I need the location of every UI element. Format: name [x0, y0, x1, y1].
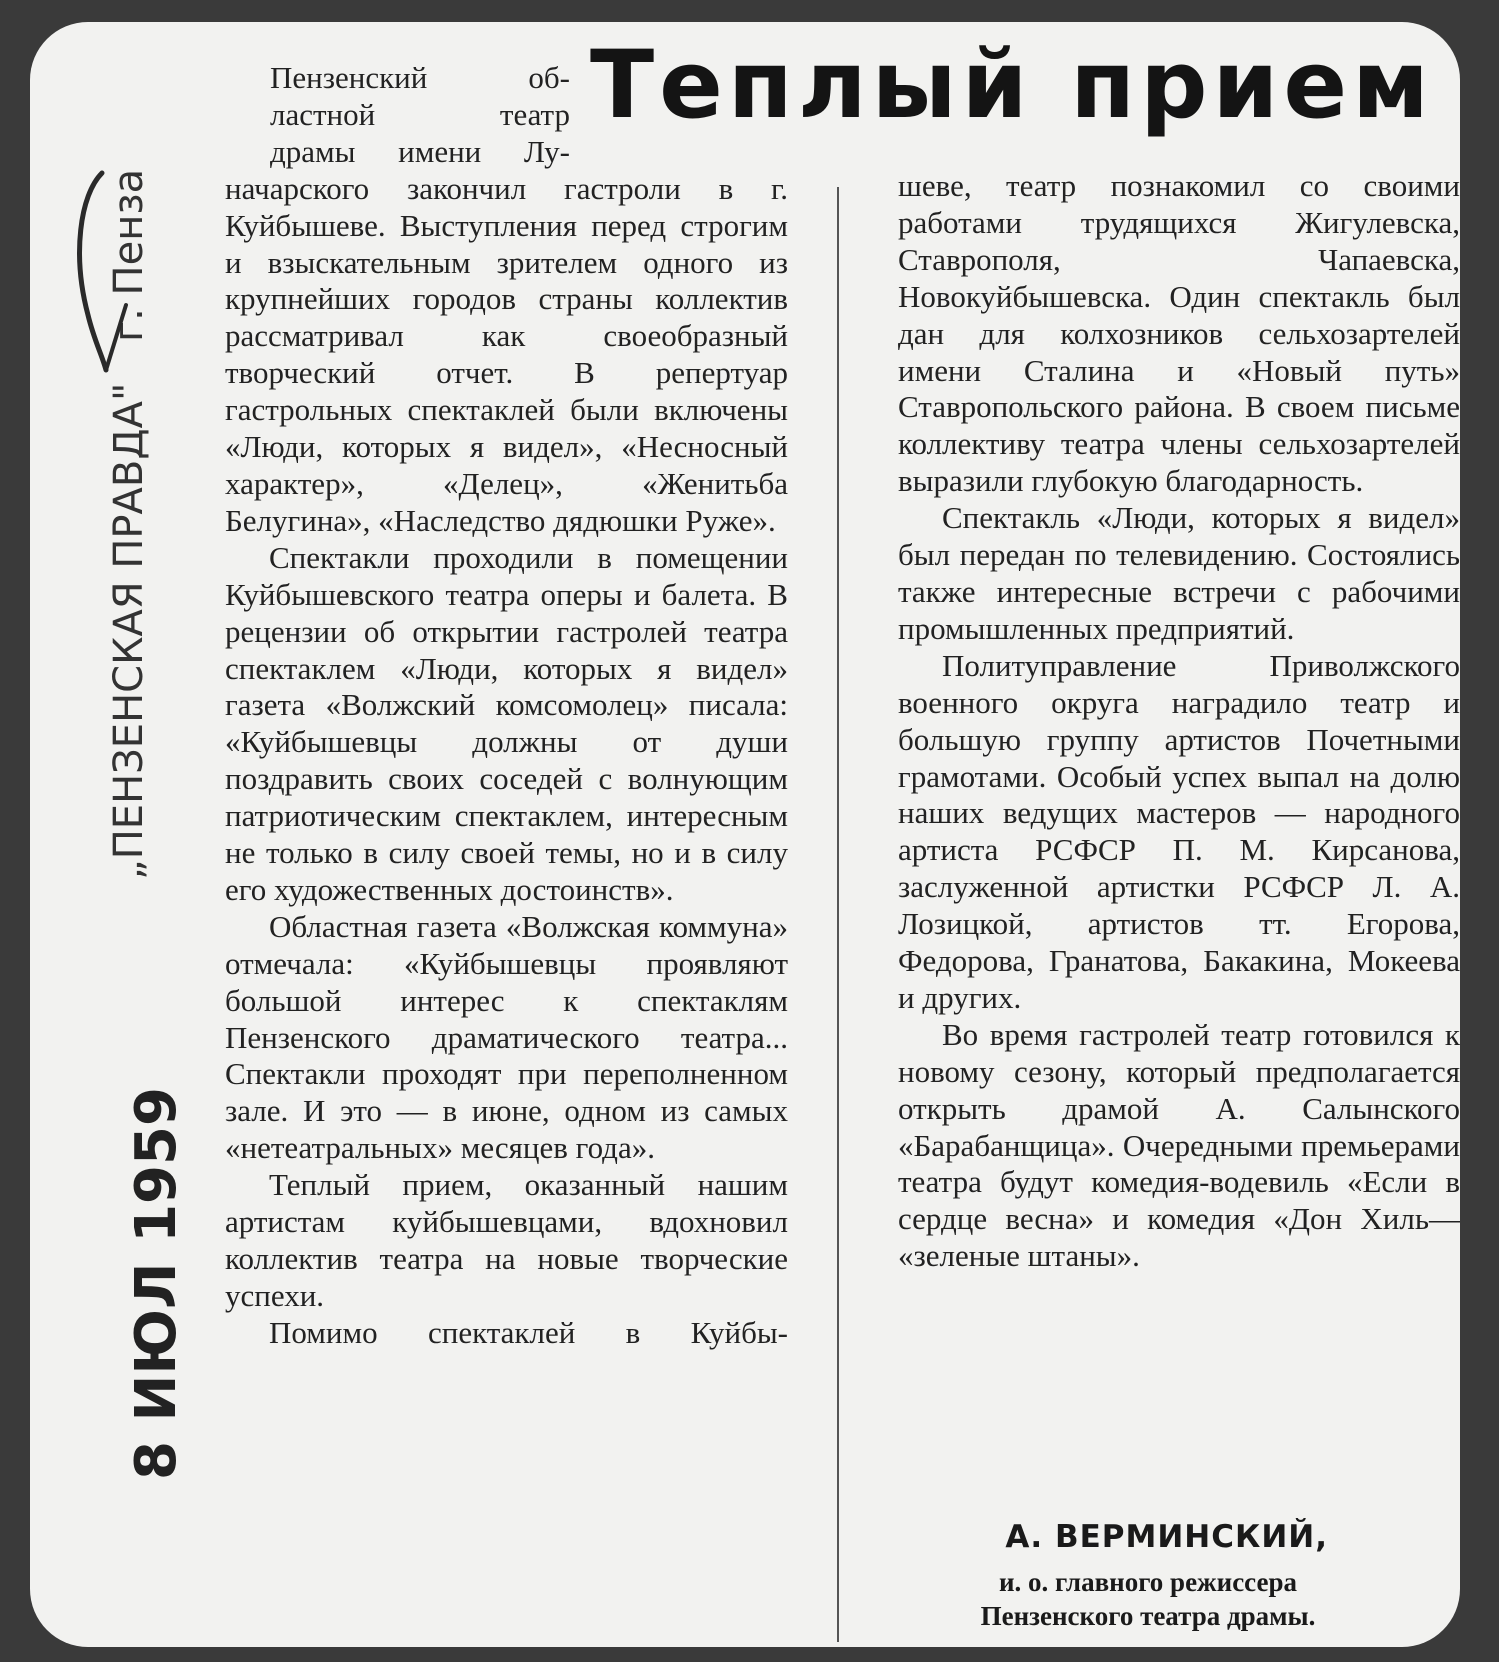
- column-right: [898, 168, 1460, 1275]
- date-stamp: 8 ИЮЛ 1959: [124, 1087, 189, 1480]
- paragraph: шеве, театр познакомил со своими работами трудящихся Жигулевска, Ставрополя, Чапаевска, Новокуйбышевска. Один спектакль был дан для колхозников сельхозартелей имени Сталина и «Новый путь» Ставропольского района. В своем письме коллективу театра члены сельхозартелей выразили глубокую благодарность.: [898, 168, 1460, 499]
- lead-block: [270, 60, 570, 171]
- paragraph: Областная газета «Волжская коммуна» отмечала: «Куйбышевцы проявляют большой интерес к спектаклям Пензенского драматического театра... Спектакли проходят при переполненном зале. И это — в июне, одном из самых «нетеатральных» месяцев года».: [225, 908, 788, 1166]
- lead-line: драмы имени Лу-: [270, 133, 570, 169]
- paragraph: Спектакли проходили в помещении Куйбышевского театра оперы и балета. В рецензии об открытии гастролей театра спектаклем «Люди, которых я видел» газета «Волжский комсомолец» писала: «Куйбышевцы должны от души поздравить своих соседей с волнующим патриотическим спектаклем, интересным не только в силу своей темы, но и в силу его художественных достоинств».: [225, 539, 788, 907]
- position-line: и. о. главного режиссера: [998, 1567, 1297, 1597]
- column-divider: [837, 187, 839, 1642]
- stamp-newspaper-name: „ПЕНЗЕНСКАЯ ПРАВДА": [106, 382, 152, 880]
- newspaper-clipping: [30, 22, 1460, 1647]
- pencil-mark-icon: [52, 165, 132, 395]
- author-signature: А. ВЕРМИНСКИЙ,: [1005, 1519, 1328, 1555]
- author-position: [898, 1565, 1398, 1633]
- article-title: Теплый прием: [590, 31, 1434, 140]
- paragraph: Теплый прием, оказанный нашим артистам куйбышевцами, вдохновил коллектив театра на новые творческие успехи.: [225, 1167, 788, 1313]
- lead-line: Пензенский об-: [270, 60, 570, 95]
- column-left: [225, 60, 788, 1352]
- paragraph: Во время гастролей театр готовился к новому сезону, который предполагается открыть драмой А. Салынского «Барабанщица». Очередными премьерами театра будут комедия-водевиль «Если в сердце весна» и комедия «Дон Хиль— «зеленые штаны».: [898, 1016, 1460, 1274]
- paragraph: Политуправление Приволжского военного округа наградило театр и большую группу артистов Почетными грамотами. Особый успех выпал на долю наших ведущих мастеров — народного артиста РСФСР П. М. Кирсанова, заслуженной артистки РСФСР Л. А. Лозицкой, артистов тт. Егорова, Федорова, Гранатова, Бакакина, Мокеева и других.: [898, 647, 1460, 1015]
- lead-line: ластной театр: [270, 96, 570, 132]
- position-line: Пензенского театра драмы.: [980, 1601, 1316, 1631]
- paragraph: начарского закончил гастроли в г. Куйбышеве. Выступления перед строгим и взыскательным зрителем одного из крупнейших городов страны коллектив рассматривал как своеобразный творческий отчет. В репертуар гастрольных спектаклей были включены «Люди, которых я видел», «Несносный характер», «Делец», «Женитьба Белугина», «Наследство дядюшки Руже».: [225, 170, 788, 538]
- paragraph: Спектакль «Люди, которых я видел» был передан по телевидению. Состоялись также интересные встречи с рабочими промышленных предприятий.: [898, 500, 1460, 646]
- paragraph: Помимо спектаклей в Куйбы-: [269, 1314, 788, 1350]
- stamp-city: г. Пенза: [106, 168, 152, 342]
